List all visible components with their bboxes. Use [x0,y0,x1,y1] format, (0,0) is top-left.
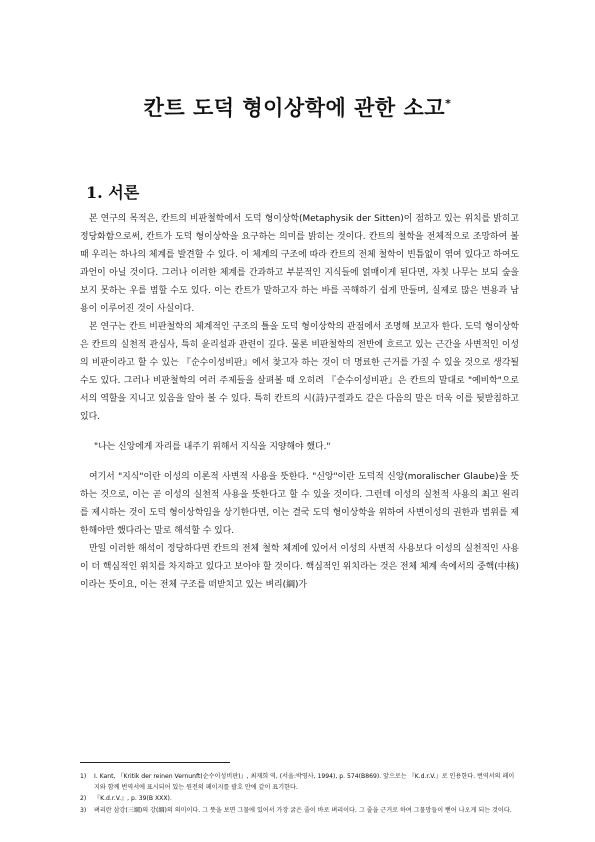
footnote-number: 1) [80,773,87,780]
paragraph-3: 여기서 "지식"이란 이성의 이론적 사변적 사용을 뜻한다. "신앙"이란 도덕적 신앙(moralischer Glaube)을 뜻하는 것으로, 이는 곧 이성의 실천적 사용을 뜻한다고 할 수 있을 것이다. 그런데 이성의 실천적 사용의 최고 원리를 제시하는 것이 도덕 형이상학임을 상기한다면, 이는 결국 도덕 형이상학을 위하여 사변이성의 권한과 범위를 제한해야만 했다라는 말로 해석할 수 있다. [80,472,519,536]
footnote-text: 『K.d.r.V.』, p. 39(B XXX). [94,795,172,802]
footnote-text: I. Kant, 『Kritik der reinen Vernunft(순수이성비판)』, 최재희 역, (서울:박영사, 1994), p. 574(B869). 앞으로는 『K.d.r.V.』로 인용한다. 번역서의 페이지와 함께 번역서에 표시되어 있는 원전의 페이지를 괄호 안에 같이 표기한다. [94,773,515,791]
quote: "나는 신앙에게 자리를 내주기 위해서 지식을 지양해야 했다." [94,442,331,452]
footnote-text: 벼리란 삼강(三綱)의 강(綱)의 의미이다. 그 뜻을 보면 그물에 있어서 가장 굵은 줄이 바로 벼리이다. 그 줄을 근거로 하여 그물망들이 뻗어 나오게 되는 것이다. [94,806,512,814]
paragraph-1: 본 연구의 목적은, 칸트의 비판철학에서 도덕 형이상학(Metaphysik der Sitten)이 점하고 있는 위치를 밝히고 정당화함으로써, 칸트가 도덕 형이상학을 요구하는 의미를 밝히는 것이다. 칸트의 철학을 전체적으로 조망하여 볼 때 우리는 하나의 체계를 발견할 수 있다. 이 체계의 구조에 따라 칸트의 전체 철학이 빈틈없이 엮여 있다고 하여도 과언이 아닐 것이다. 그러나 이러한 체계를 간과하고 부분적인 지식들에 얽매이게 된다면, 자칫 나무는 보되 숲을 보지 못하는 우를 범할 수도 있다. 이는 칸트가 말하고자 하는 바를 곡해하기 쉽게 만들며, 실제로 많은 변용과 남용이 이루어진 것이 사실이다. [80,214,519,314]
paragraph-2: 본 연구는 칸트 비판철학의 체계적인 구조의 틀을 도덕 형이상학의 관점에서 조명해 보고자 한다. 도덕 형이상학은 칸트의 실천적 관심사, 특히 윤리설과 관련이 깊다. 물론 비판철학의 전반에 흐르고 있는 근간을 사변적인 이성의 비판이라고 할 수 있는 『순수이성비판』에서 찾고자 하는 것이 더 명료한 근거를 가질 수 있을 것으로 생각될 수도 있다. 그러나 비판철학의 여러 주제들을 살펴볼 때 오히려 『순수이성비판』은 칸트의 말대로 "예비학"으로서의 역할을 지니고 있음을 알아 볼 수 있다. 특히 칸트의 시(詩)구절과도 같은 다음의 말은 더욱 이를 뒷받침하고 있다. [80,322,519,422]
footnote [80,806,519,817]
title-text: 칸트 도덕 형이상학에 관한 소고 [143,96,446,120]
paper-title [0,92,595,122]
section-heading: 1. 서론 [86,183,140,202]
footnote [80,772,519,793]
footnote-number: 3) [80,806,87,814]
footnotes [80,772,519,817]
paragraph-4: 만일 이러한 해석이 정당하다면 칸트의 전체 철학 체계에 있어서 이성의 사변적 사용보다 이성의 실천적인 사용이 더 핵심적인 위치를 차지하고 있다고 보아야 할 것이다. 핵심적인 위치라는 것은 전체 체계 속에서의 중핵(中核)이라는 뜻이요, 이는 전체 구조를 떠받치고 있는 벼리(綱)가 [80,544,519,590]
footnote-rule [80,762,230,763]
footnote-number: 2) [80,795,87,802]
title-footnote-mark: * [445,97,452,110]
body-text [80,210,519,594]
footnote [80,794,519,805]
